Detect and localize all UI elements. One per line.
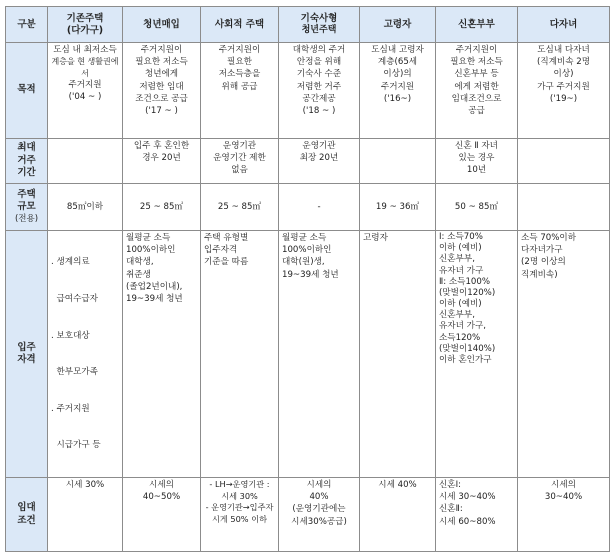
cell-line: 30~40% bbox=[544, 492, 583, 503]
cell-line: 19~39세 청년 bbox=[126, 294, 183, 305]
cell-line: 신혼Ⅰ: bbox=[439, 480, 462, 491]
housing-comparison-table-container bbox=[5, 6, 609, 527]
rent-youth-purchase bbox=[123, 478, 201, 552]
cell-line: 공간제공 bbox=[302, 93, 336, 104]
cell-line: ('17 ~ ) bbox=[145, 106, 178, 117]
header-multi-child: 다자녀 bbox=[518, 7, 610, 43]
cell-line: (맞벌이140%) bbox=[439, 343, 496, 354]
cell-line: - 운영기관→입주자 bbox=[205, 502, 274, 513]
row-label-max-period bbox=[6, 139, 48, 184]
cell-line: 도심내 다자녀 bbox=[537, 45, 590, 55]
cell-line: . 보호대상 bbox=[51, 330, 90, 341]
cell-line: 주거지원 bbox=[380, 81, 415, 92]
cell-line: (2명 이상의 bbox=[521, 257, 566, 268]
cell-line: ('19~) bbox=[549, 93, 578, 104]
cell-line: 이하 (예비) bbox=[439, 299, 482, 310]
cell-line: 저렴한 거주 bbox=[296, 81, 342, 92]
cell-line: 에게 저렴한 bbox=[454, 81, 499, 92]
cell-line: 다자녀가구 bbox=[521, 245, 563, 256]
cell-line: 이상)의 bbox=[383, 69, 412, 80]
cell-line: 필요한 저소득 bbox=[450, 57, 503, 68]
header-newlyweds: 신혼부부 bbox=[436, 7, 518, 43]
row-label-purpose: 목적 bbox=[6, 43, 48, 139]
row-label-line: 임대 bbox=[17, 502, 36, 514]
header-youth-purchase: 청년매입 bbox=[123, 7, 201, 43]
header-existing-housing bbox=[48, 7, 123, 43]
cell-line: 있는 경우 bbox=[458, 153, 495, 164]
purpose-newlyweds bbox=[436, 43, 518, 139]
purpose-dormitory-youth bbox=[279, 43, 360, 139]
row-label-line: 자격 bbox=[17, 354, 36, 366]
cell-line: ('04 ~ ) bbox=[68, 92, 102, 103]
row-label-size bbox=[6, 184, 48, 231]
cell-line: 시세의 bbox=[306, 480, 332, 491]
cell-line: 유자녀 가구 bbox=[439, 265, 484, 276]
cell-line: 저소득층을 bbox=[218, 69, 261, 80]
cell-line: 취준생 bbox=[126, 269, 151, 280]
cell-line: 월평균 소득 bbox=[126, 233, 171, 243]
cell-line: 시세의 bbox=[149, 480, 174, 491]
cell-line: 주택 유형별 bbox=[204, 233, 249, 243]
cell-line: 필요한 bbox=[227, 57, 252, 68]
row-label-eligibility bbox=[6, 231, 48, 478]
cell-line: 40% bbox=[309, 492, 329, 503]
max-period-newlyweds bbox=[436, 139, 518, 184]
cell-line: 신혼부부, bbox=[439, 310, 475, 321]
cell-line: 신혼부부, bbox=[439, 254, 475, 265]
size-social-housing: 25 ~ 85㎡ bbox=[201, 184, 279, 231]
cell-line: 계층을 현 생활권에서 bbox=[51, 57, 119, 78]
cell-line: 주거지원 bbox=[68, 79, 102, 90]
cell-line: Ⅰ: 소득70% bbox=[439, 232, 483, 242]
cell-line: 운영기관 bbox=[222, 141, 257, 151]
purpose-existing-housing bbox=[48, 43, 123, 139]
size-dormitory-youth: - bbox=[279, 184, 360, 231]
row-label-line: 최대 bbox=[17, 142, 36, 154]
table-row-max-period bbox=[6, 139, 610, 184]
header-dormitory-youth bbox=[279, 7, 360, 43]
cell-line: 10년 bbox=[466, 165, 487, 176]
row-label-line: 주택 bbox=[17, 189, 36, 201]
cell-line: 기준을 따름 bbox=[204, 257, 249, 268]
cell-line: 시급가구 등 bbox=[51, 440, 101, 451]
cell-line: 청년에게 bbox=[144, 69, 179, 80]
size-multi-child bbox=[518, 184, 610, 231]
cell-line: 시세 30~40% bbox=[439, 492, 496, 503]
cell-line: 시세30%공급) bbox=[291, 516, 347, 527]
cell-line: 급여수급자 bbox=[51, 294, 98, 305]
cell-line: 시세 60~80% bbox=[439, 516, 496, 527]
size-elderly: 19 ~ 36㎡ bbox=[360, 184, 436, 231]
cell-line: Ⅱ: 소득100% bbox=[439, 276, 491, 287]
cell-line: 도심내 고령자 bbox=[371, 45, 424, 55]
cell-line: 대학(원)생, bbox=[282, 257, 325, 268]
cell-line: 주거지원이 bbox=[140, 45, 183, 55]
cell-line: 100%이하인 bbox=[126, 245, 176, 256]
eligibility-youth-purchase bbox=[123, 231, 201, 478]
table-row-rent bbox=[6, 478, 610, 552]
purpose-multi-child bbox=[518, 43, 610, 139]
max-period-youth-purchase bbox=[123, 139, 201, 184]
header-existing-housing-line2: (다가구) bbox=[66, 24, 104, 36]
cell-line: 월평균 소득 bbox=[282, 233, 327, 243]
row-label-line: 입주 bbox=[17, 341, 36, 353]
cell-line: 100%이하인 bbox=[282, 245, 332, 256]
cell-line: (직계비속 2명 bbox=[536, 57, 591, 68]
cell-line: 신혼Ⅱ: bbox=[439, 504, 463, 515]
cell-line: 대학생의 주거 bbox=[292, 45, 346, 55]
cell-line: 주거지원이 bbox=[455, 45, 498, 55]
cell-line: 계층(65세 bbox=[377, 57, 418, 68]
rent-multi-child bbox=[518, 478, 610, 552]
header-social-housing: 사회적 주택 bbox=[201, 7, 279, 43]
header-category: 구분 bbox=[6, 7, 48, 43]
row-label-line: (전용) bbox=[14, 213, 39, 224]
rent-newlyweds bbox=[436, 478, 518, 552]
rent-dormitory-youth bbox=[279, 478, 360, 552]
rent-social-housing bbox=[201, 478, 279, 552]
cell-line: (맞벌이120%) bbox=[439, 287, 496, 298]
cell-line: 시세 30% bbox=[221, 490, 258, 501]
cell-line: 운영기관 bbox=[302, 141, 336, 151]
cell-line: 이하 혼인가구 bbox=[439, 354, 492, 365]
cell-line: 조건으로 공급 bbox=[135, 93, 188, 104]
cell-line: 공급 bbox=[468, 106, 485, 117]
cell-line: 최장 20년 bbox=[299, 153, 339, 164]
cell-line: 19~39세 청년 bbox=[282, 269, 339, 280]
cell-line: 저렴한 임대 bbox=[139, 81, 184, 92]
cell-line: 시세 30% bbox=[65, 480, 105, 491]
eligibility-dormitory-youth bbox=[279, 231, 360, 478]
table-row-eligibility bbox=[6, 231, 610, 478]
max-period-existing-housing bbox=[48, 139, 123, 184]
purpose-social-housing bbox=[201, 43, 279, 139]
cell-line: 없음 bbox=[231, 165, 248, 176]
table-row-size bbox=[6, 184, 610, 231]
header-dormitory-youth-line2: 청년주택 bbox=[301, 24, 337, 35]
cell-line: 40~50% bbox=[142, 492, 181, 503]
max-period-dormitory-youth bbox=[279, 139, 360, 184]
cell-line: 신혼 Ⅱ 자녀 bbox=[455, 141, 498, 151]
cell-line: (졸업2년이내), bbox=[126, 281, 183, 292]
cell-line: 가구 주거지원 bbox=[537, 81, 590, 92]
cell-line: ('18 ~ ) bbox=[302, 106, 336, 117]
eligibility-elderly bbox=[360, 231, 436, 478]
cell-line: . 주거지원 bbox=[51, 403, 90, 414]
cell-line: 입주자격 bbox=[204, 245, 238, 256]
row-label-line: 규모 bbox=[17, 201, 36, 213]
purpose-youth-purchase bbox=[123, 43, 201, 139]
row-label-line: 기간 bbox=[17, 167, 36, 179]
cell-line: 신혼부부 등 bbox=[454, 69, 499, 80]
cell-line: 필요한 저소득 bbox=[135, 57, 188, 68]
row-label-line: 거주 bbox=[17, 154, 36, 166]
cell-line: 대학생, bbox=[126, 257, 154, 268]
cell-line: 소득120% bbox=[439, 332, 481, 343]
header-existing-housing-line1: 기존주택 bbox=[66, 12, 104, 24]
rent-existing-housing bbox=[48, 478, 123, 552]
cell-line: 시세의 bbox=[551, 480, 576, 491]
row-label-line: 조건 bbox=[17, 514, 36, 526]
cell-line: 한부모가족 bbox=[51, 367, 98, 378]
eligibility-multi-child bbox=[518, 231, 610, 478]
rent-elderly bbox=[360, 478, 436, 552]
cell-line: 시세 40% bbox=[378, 480, 417, 491]
cell-line: ('16~) bbox=[383, 93, 412, 104]
max-period-multi-child bbox=[518, 139, 610, 184]
max-period-elderly bbox=[360, 139, 436, 184]
header-elderly: 고령자 bbox=[360, 7, 436, 43]
cell-line: 기숙사 수준 bbox=[296, 69, 342, 80]
size-youth-purchase: 25 ~ 85㎡ bbox=[123, 184, 201, 231]
header-dormitory-youth-line1: 기숙사형 bbox=[300, 12, 338, 24]
cell-line: - LH→운영기관 : bbox=[209, 479, 270, 490]
max-period-social-housing bbox=[201, 139, 279, 184]
cell-line: . 생계의료 bbox=[51, 257, 90, 268]
cell-line: (운영기관에는 bbox=[292, 504, 346, 515]
size-existing-housing: 85㎡이하 bbox=[48, 184, 123, 231]
cell-line: 입주 후 혼인한 bbox=[133, 141, 190, 151]
cell-line: 고령자 bbox=[363, 233, 388, 243]
cell-line: 시게 50% 이하 bbox=[211, 513, 268, 524]
cell-line: 주거지원이 bbox=[218, 45, 261, 55]
eligibility-newlyweds bbox=[436, 231, 518, 478]
cell-line: 안정을 위해 bbox=[296, 57, 342, 68]
cell-line: 소득 70%이하 bbox=[521, 233, 577, 243]
cell-line: 경우 20년 bbox=[142, 153, 181, 164]
cell-line: 유자녀 가구, bbox=[439, 321, 486, 332]
cell-line: 직계비속) bbox=[521, 269, 558, 280]
cell-line: 운영기간 제한 bbox=[213, 153, 266, 164]
cell-line: 이상) bbox=[553, 69, 574, 80]
eligibility-social-housing bbox=[201, 231, 279, 478]
housing-comparison-table bbox=[5, 6, 610, 552]
size-newlyweds: 50 ~ 85㎡ bbox=[436, 184, 518, 231]
cell-line: 도심 내 최저소득 bbox=[53, 45, 117, 55]
row-label-rent bbox=[6, 478, 48, 552]
cell-line: 이하 (예비) bbox=[439, 243, 482, 254]
cell-line: 위해 공급 bbox=[221, 81, 258, 92]
cell-line: 임대조건으로 bbox=[451, 93, 502, 104]
eligibility-existing-housing bbox=[48, 231, 123, 478]
header-row bbox=[6, 7, 610, 43]
table-row-purpose bbox=[6, 43, 610, 139]
purpose-elderly bbox=[360, 43, 436, 139]
